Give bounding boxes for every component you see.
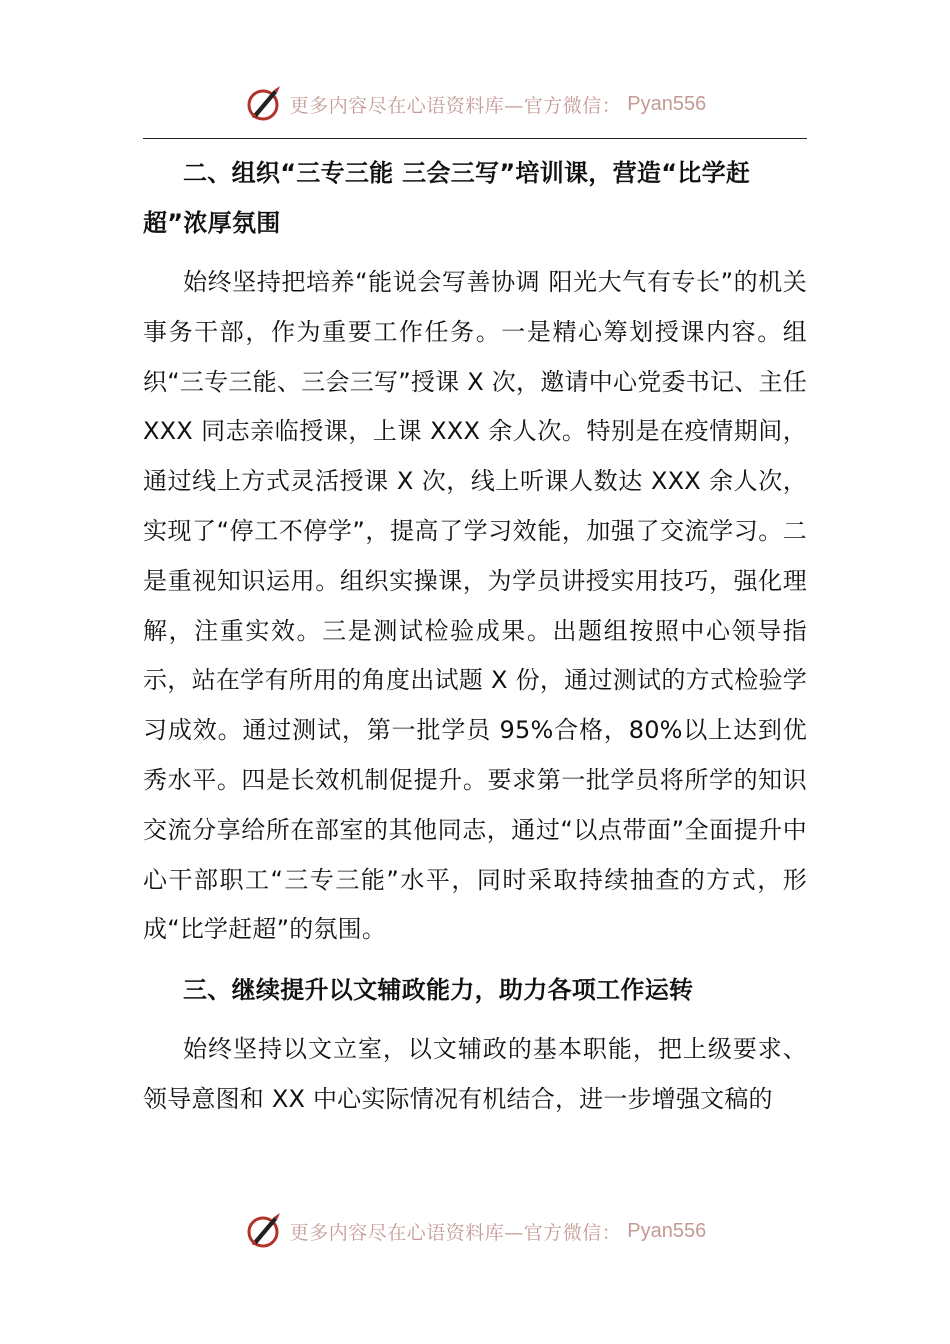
quill-pen-logo-icon — [244, 84, 284, 124]
header-watermark — [0, 82, 950, 126]
document-body — [143, 148, 807, 1125]
section-3-heading: 三、继续提升以文辅政能力，助力各项工作运转 — [183, 976, 694, 1005]
section-3-paragraph: 始终坚持以文立室，以文辅政的基本职能，把上级要求、领导意图和 XX 中心实际情况有机结合，进一步增强文稿的 — [143, 1035, 807, 1113]
section-2-heading: 二、组织“三专三能 三会三写”培训课，营造“比学赶超”浓厚氛围 — [143, 159, 751, 237]
watermark-handle: Pyan556 — [627, 1219, 707, 1242]
section-2-paragraph: 始终坚持把培养“能说会写善协调 阳光大气有专长”的机关事务干部，作为重要工作任务。一是精心筹划授课内容。组织“三专三能、三会三写”授课 X 次，邀请中心党委书记、主任 XXX 同志亲临授课，上课 XXX 余人次。特别是在疫情期间，通过线上方式灵活授课 X 次，线上听课人数达 XXX 余人次，实现了“停工不停学”，提高了学习效能，加强了交流学习。二是重视知识运用。组织实操课，为学员讲授实用技巧，强化理解，注重实效。三是测试检验成果。出题组按照中心领导指示，站在学有所用的角度出试题 X 份，通过测试的方式检验学习成效。通过测试，第一批学员 95%合格，80%以上达到优秀水平。四是长效机制促提升。要求第一批学员将所学的知识交流分享给所在部室的其他同志，通过“以点带面”全面提升中心干部职工“三专三能”水平，同时采取持续抽查的方式，形成“比学赶超”的氛围。 — [143, 268, 807, 944]
watermark-handle: Pyan556 — [627, 92, 707, 115]
footer-watermark — [0, 1209, 950, 1253]
watermark-text: 更多内容尽在心语资料库—官方微信： — [289, 1221, 622, 1244]
watermark-text: 更多内容尽在心语资料库—官方微信： — [289, 94, 622, 117]
quill-pen-logo-icon — [244, 1211, 284, 1251]
header-divider — [143, 138, 807, 139]
